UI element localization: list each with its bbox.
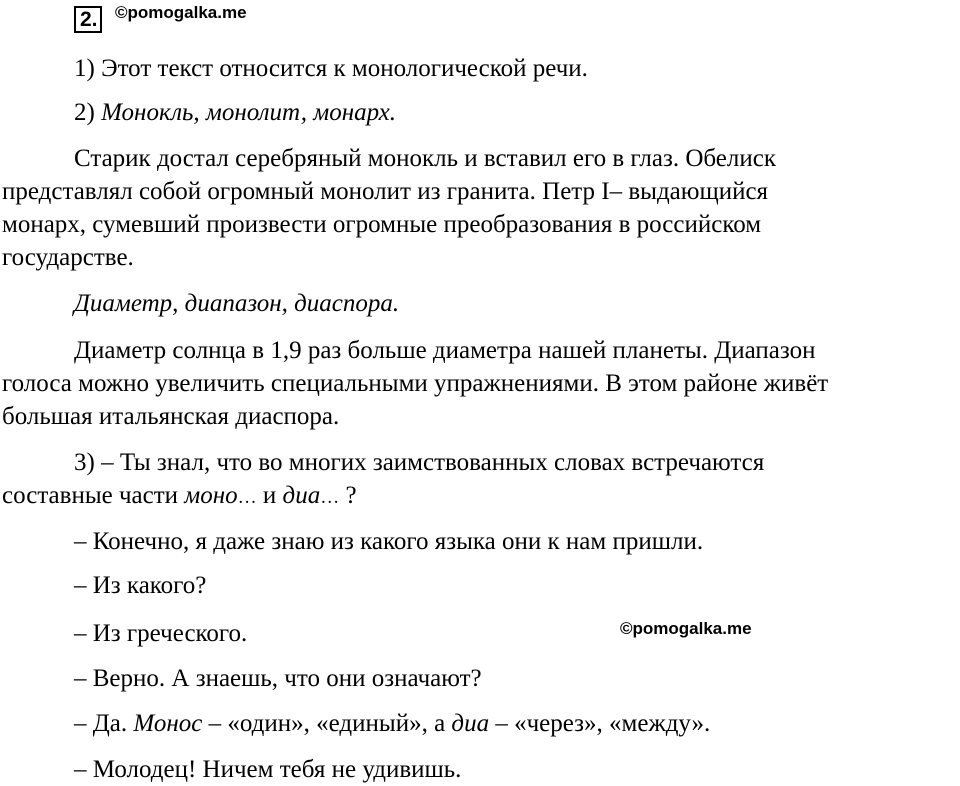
- dialogue-line-6: – Молодец! Ничем тебя не удивишь.: [74, 756, 462, 783]
- p3-text-a: составные части: [2, 482, 185, 509]
- paragraph-3-line-1: 3) – Ты знал, что во многих заимствованных словах встречаются: [74, 449, 765, 476]
- d5-text-e: – «через», «между».: [489, 710, 711, 737]
- d5-monos: Монос: [133, 710, 203, 737]
- paragraph-3-line-2: [2, 481, 357, 513]
- task-number-box: [74, 6, 102, 33]
- paragraph-2-line-3: большая итальянская диаспора.: [2, 403, 340, 430]
- answer-1: 1) Этот текст относится к монологической речи.: [74, 55, 588, 82]
- watermark-top: ©pomogalka.me: [115, 3, 247, 22]
- answer-2-words: [74, 98, 396, 128]
- dialogue-line-3: – Из греческого.: [74, 620, 248, 647]
- d5-dia: диа: [451, 710, 490, 737]
- paragraph-1-line-1: Старик достал серебряный монокль и вставил его в глаз. Обелиск: [74, 145, 776, 172]
- task-number: 2.: [80, 8, 98, 31]
- paragraph-1-line-2: представлял собой огромный монолит из гранита. Петр I– выдающийся: [2, 178, 769, 205]
- paragraph-1-line-4: государстве.: [2, 244, 134, 271]
- answer-2-prefix: 2): [74, 99, 102, 126]
- paragraph-2-line-2: голоса можно увеличить специальными упражнениями. В этом районе живёт: [2, 370, 829, 397]
- p3-question: ?: [339, 482, 357, 509]
- p3-ellipsis-2: …: [320, 487, 340, 508]
- d5-text-a: – Да.: [74, 710, 134, 737]
- dialogue-line-4: – Верно. А знаешь, что они означают?: [74, 665, 482, 692]
- watermark-middle: ©pomogalka.me: [620, 619, 752, 638]
- dialogue-line-5: [74, 709, 710, 739]
- p3-ellipsis-1: …: [237, 487, 257, 508]
- paragraph-1-line-3: монарх, сумевший произвести огромные преобразования в российском: [2, 211, 762, 238]
- dialogue-line-2: – Из какого?: [74, 572, 207, 599]
- d5-text-c: – «один», «единый», а: [202, 710, 452, 737]
- dialogue-line-1: – Конечно, я даже знаю из какого языка они к нам пришли.: [74, 528, 704, 555]
- paragraph-2-line-1: Диаметр солнца в 1,9 раз больше диаметра нашей планеты. Диапазон: [74, 337, 816, 364]
- dia-words: [74, 289, 399, 319]
- answer-2-italic: Монокль, монолит, монарх.: [101, 99, 396, 126]
- dia-words-italic: Диаметр, диапазон, диаспора.: [74, 290, 400, 317]
- p3-text-d: и: [256, 482, 283, 509]
- p3-mono: моно: [184, 482, 238, 509]
- p3-dia: диа: [282, 482, 321, 509]
